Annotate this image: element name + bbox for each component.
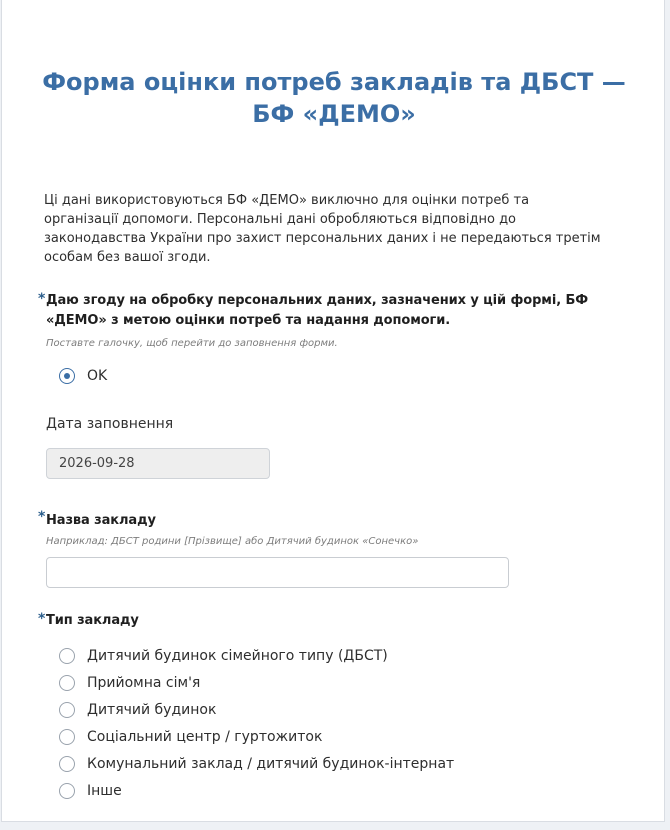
- date-field-label: Дата заповнення: [46, 416, 174, 432]
- institution-name-label: Назва закладу: [46, 513, 156, 528]
- institution-name-question: [38, 509, 628, 549]
- institution-type-option-childrens-home[interactable]: [59, 699, 216, 721]
- consent-question-hint: Поставте галочку, щоб перейти до заповнення форми.: [46, 338, 338, 349]
- required-marker: *: [38, 611, 46, 627]
- institution-type-label: Тип закладу: [46, 613, 139, 628]
- institution-type-option-label: Інше: [87, 783, 122, 799]
- radio-unchecked-icon[interactable]: [59, 675, 75, 691]
- institution-type-option-label: Дитячий будинок: [87, 702, 217, 718]
- required-marker: *: [38, 291, 46, 307]
- consent-option-label: OK: [87, 368, 108, 384]
- radio-unchecked-icon[interactable]: [59, 783, 75, 799]
- consent-question: [38, 291, 628, 351]
- institution-type-option-label: Комунальний заклад / дитячий будинок-інтернат: [87, 756, 455, 772]
- institution-type-option-boarding-school[interactable]: [59, 753, 454, 775]
- radio-unchecked-icon[interactable]: [59, 729, 75, 745]
- privacy-intro-text: Ці дані використовуються БФ «ДЕМО» виключно для оцінки потреб та організації допомоги. Персональні дані обробляються відповідно до законодавства України про захист персональних даних і не передаються третім особам без вашої згоди.: [44, 193, 601, 265]
- radio-unchecked-icon[interactable]: [59, 648, 75, 664]
- institution-name-hint: Наприклад: ДБСТ родини [Прізвище] або Дитячий будинок «Сонечко»: [46, 536, 419, 547]
- form-page: [1, 0, 665, 822]
- institution-type-option-other[interactable]: [59, 780, 122, 802]
- consent-question-label: Даю згоду на обробку персональних даних, зазначених у цій формі, БФ «ДЕМО» з метою оцінки потреб та надання допомоги.: [46, 293, 589, 328]
- institution-type-option-label: Дитячий будинок сімейного типу (ДБСТ): [87, 648, 388, 664]
- date-field[interactable]: 2026-09-28: [46, 448, 270, 479]
- radio-unchecked-icon[interactable]: [59, 756, 75, 772]
- institution-type-option-dbst[interactable]: [59, 645, 388, 667]
- institution-type-option-label: Соціальний центр / гуртожиток: [87, 729, 323, 745]
- institution-type-option-label: Прийомна сім'я: [87, 675, 201, 691]
- institution-name-input[interactable]: [46, 557, 509, 588]
- required-marker: *: [38, 509, 46, 525]
- institution-type-option-social-center[interactable]: [59, 726, 322, 748]
- form-title: Форма оцінки потреб закладів та ДБСТ — БФ «ДЕМО»: [42, 68, 626, 128]
- institution-type-option-foster-family[interactable]: [59, 672, 200, 694]
- consent-option-ok[interactable]: [59, 365, 107, 387]
- radio-unchecked-icon[interactable]: [59, 702, 75, 718]
- radio-checked-icon[interactable]: [59, 368, 75, 384]
- institution-type-question: [38, 611, 628, 631]
